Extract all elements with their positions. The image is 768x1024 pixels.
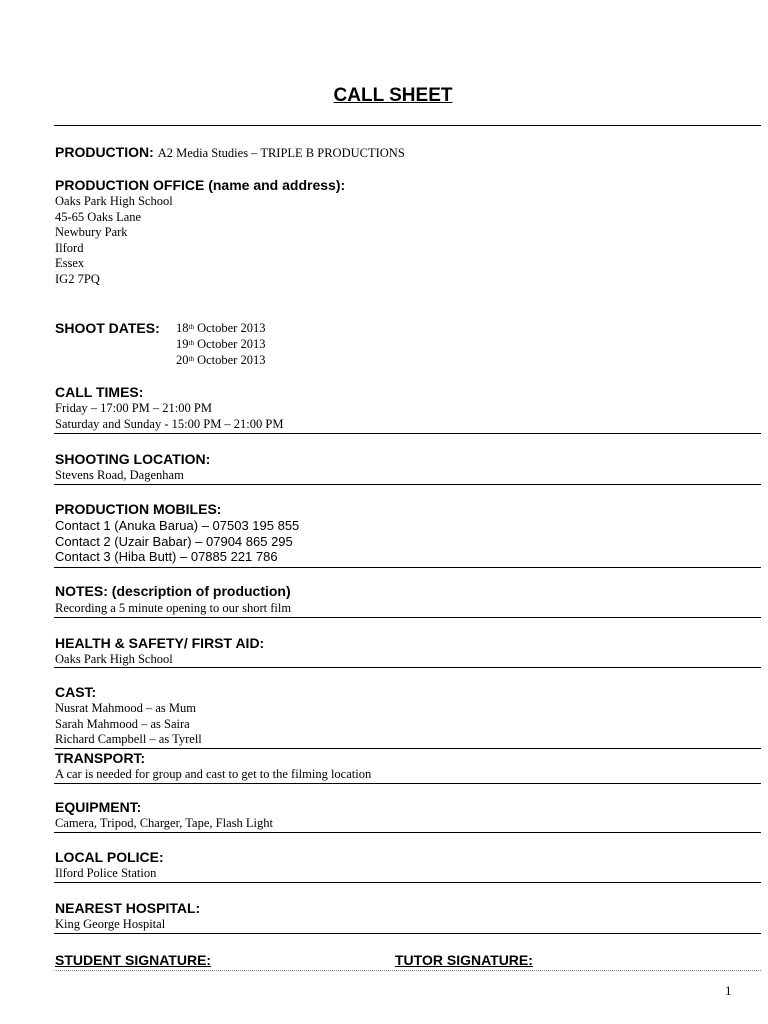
section-divider (54, 617, 761, 618)
transport-label: TRANSPORT: (55, 750, 146, 766)
notes-label: NOTES: (description of production) (55, 583, 291, 599)
section-divider (54, 433, 761, 434)
call-times-list (55, 401, 283, 432)
footer-divider (54, 970, 761, 971)
call-time: Friday – 17:00 PM – 21:00 PM (55, 401, 212, 415)
shoot-date: 19th October 2013 (176, 337, 266, 351)
section-divider (54, 832, 761, 833)
health-value: Oaks Park High School (55, 652, 173, 666)
shoot-date: 20th October 2013 (176, 353, 266, 367)
address-line: Oaks Park High School (55, 194, 173, 208)
section-divider (54, 933, 761, 934)
address-line: 45-65 Oaks Lane (55, 209, 142, 224)
police-value: Ilford Police Station (55, 866, 157, 880)
mobiles-list (55, 518, 299, 565)
shoot-dates-label: SHOOT DATES: (55, 320, 160, 336)
section-divider (54, 783, 761, 784)
section-divider (54, 484, 761, 485)
transport-value: A car is needed for group and cast to get to the filming location (55, 767, 372, 781)
tutor-signature-label: TUTOR SIGNATURE: (395, 952, 533, 968)
shoot-dates-list (176, 320, 265, 368)
cast-label: CAST: (55, 684, 97, 700)
address-line: IG2 7PQ (55, 271, 100, 286)
mobiles-label: PRODUCTION MOBILES: (55, 501, 222, 517)
office-address (55, 194, 173, 287)
mobile-contact: Contact 1 (Anuka Barua) – 07503 195 855 (55, 518, 300, 533)
hospital-value: King George Hospital (55, 917, 166, 931)
production-label: PRODUCTION: (55, 144, 154, 160)
notes-value: Recording a 5 minute opening to our short film (55, 601, 292, 615)
cast-member: Sarah Mahmood – as Saira (55, 716, 190, 731)
mobile-contact: Contact 3 (Hiba Butt) – 07885 221 786 (55, 549, 278, 564)
police-label: LOCAL POLICE: (55, 849, 164, 865)
section-divider (54, 667, 761, 668)
title-divider (54, 125, 761, 126)
call-times-label: CALL TIMES: (55, 384, 144, 400)
cast-list (55, 701, 202, 748)
section-divider (54, 882, 761, 883)
production-row (55, 144, 405, 162)
page-number: 1 (725, 983, 732, 998)
equipment-label: EQUIPMENT: (55, 799, 142, 815)
cast-member: Richard Campbell – as Tyrell (55, 732, 202, 746)
call-time: Saturday and Sunday - 15:00 PM – 21:00 PM (55, 416, 284, 431)
equipment-value: Camera, Tripod, Charger, Tape, Flash Light (55, 816, 273, 830)
production-value: A2 Media Studies – TRIPLE B PRODUCTIONS (157, 146, 405, 160)
section-divider (54, 567, 761, 568)
office-label: PRODUCTION OFFICE (name and address): (55, 177, 346, 193)
section-divider (54, 748, 761, 749)
shooting-location-label: SHOOTING LOCATION: (55, 451, 211, 467)
address-line: Newbury Park (55, 225, 128, 239)
address-line: Essex (55, 256, 85, 270)
hospital-label: NEAREST HOSPITAL: (55, 900, 201, 916)
mobile-contact: Contact 2 (Uzair Babar) – 07904 865 295 (55, 533, 293, 549)
page-title: CALL SHEET (333, 85, 453, 106)
shooting-location-value: Stevens Road, Dagenham (55, 468, 184, 482)
address-line: Ilford (55, 240, 84, 255)
student-signature-label: STUDENT SIGNATURE: (55, 952, 212, 968)
health-label: HEALTH & SAFETY/ FIRST AID: (55, 635, 265, 651)
shoot-date: 18th October 2013 (176, 321, 266, 335)
cast-member: Nusrat Mahmood – as Mum (55, 701, 196, 715)
